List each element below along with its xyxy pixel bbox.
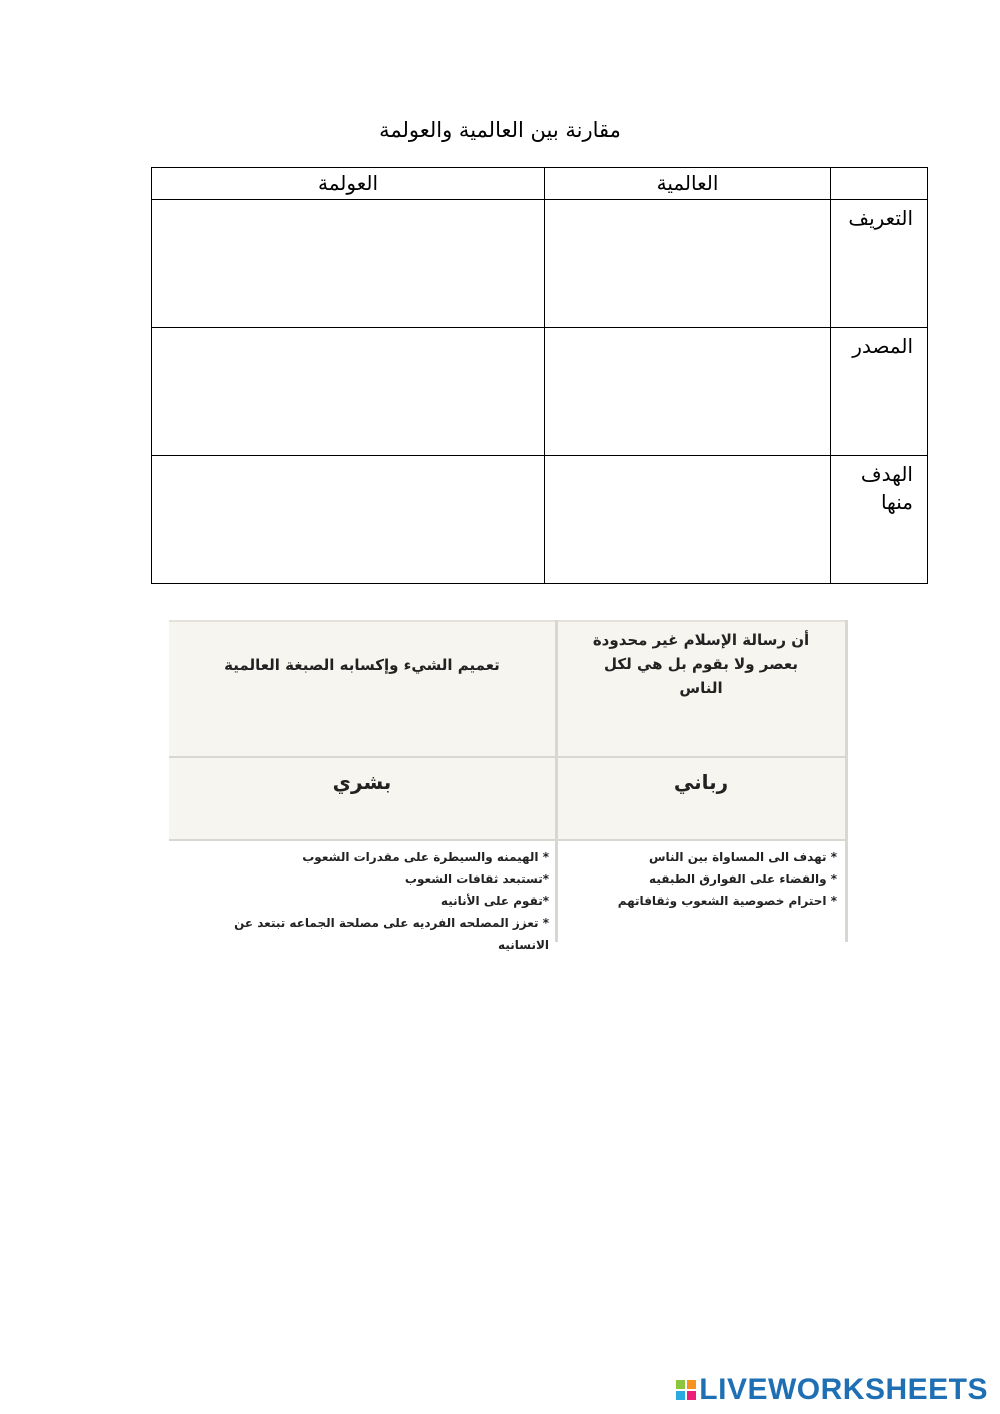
list-item: * تعزز المصلحه الفرديه على مصلحة الجماعه تبتعد عن (234, 916, 549, 930)
answer-bank-image (169, 620, 848, 952)
answer-globalization-definition[interactable]: تعميم الشيء وإكسابه الصبغة العالمية (224, 656, 500, 674)
answer-universality-definition[interactable]: أن رسالة الإسلام غير محدودة بعصر ولا بقوم بل هي لكل الناس (592, 631, 810, 697)
cell-definition-globalization[interactable] (152, 200, 545, 328)
answer-universality-goals[interactable] (561, 846, 845, 912)
row-label-source: المصدر (831, 328, 928, 456)
list-item: * تهدف الى المساواة بين الناس (648, 850, 837, 864)
logo-mark-icon (676, 1380, 696, 1400)
list-item: * والقضاء على الفوارق الطبقيه (649, 872, 837, 886)
row-label-goal-line2: منها (880, 490, 913, 514)
header-universality: العالمية (545, 168, 831, 200)
logo-text: LIVEWORKSHEETS (699, 1373, 988, 1406)
cell-goal-universality[interactable] (545, 456, 831, 584)
comparison-table (151, 167, 928, 584)
row-definition (152, 200, 928, 328)
cell-definition-universality[interactable] (545, 200, 831, 328)
answer-globalization-source[interactable]: بشري (332, 770, 392, 794)
row-goal (152, 456, 928, 584)
list-item: * احترام خصوصية الشعوب وثقافاتهم (617, 894, 837, 908)
list-item: * الهيمنه والسيطرة على مقدرات الشعوب (302, 850, 549, 864)
header-globalization: العولمة (152, 168, 545, 200)
page-title: مقارنة بين العالمية والعولمة (379, 118, 621, 142)
cell-goal-globalization[interactable] (152, 456, 545, 584)
list-item: الانسانيه (498, 938, 549, 952)
list-item: *تقوم على الأنانيه (440, 894, 549, 908)
table-header-row (152, 168, 928, 200)
row-label-goal (831, 456, 928, 584)
row-source (152, 328, 928, 456)
liveworksheets-logo (676, 1372, 988, 1408)
row-label-goal-line1: الهدف (860, 462, 913, 486)
cell-source-globalization[interactable] (152, 328, 545, 456)
row-label-definition: التعريف (831, 200, 928, 328)
header-empty (831, 168, 928, 200)
answer-globalization-goals[interactable] (175, 846, 555, 956)
cell-source-universality[interactable] (545, 328, 831, 456)
answer-universality-source[interactable]: رباني (673, 770, 729, 794)
list-item: *تستبعد ثقافات الشعوب (404, 872, 549, 886)
